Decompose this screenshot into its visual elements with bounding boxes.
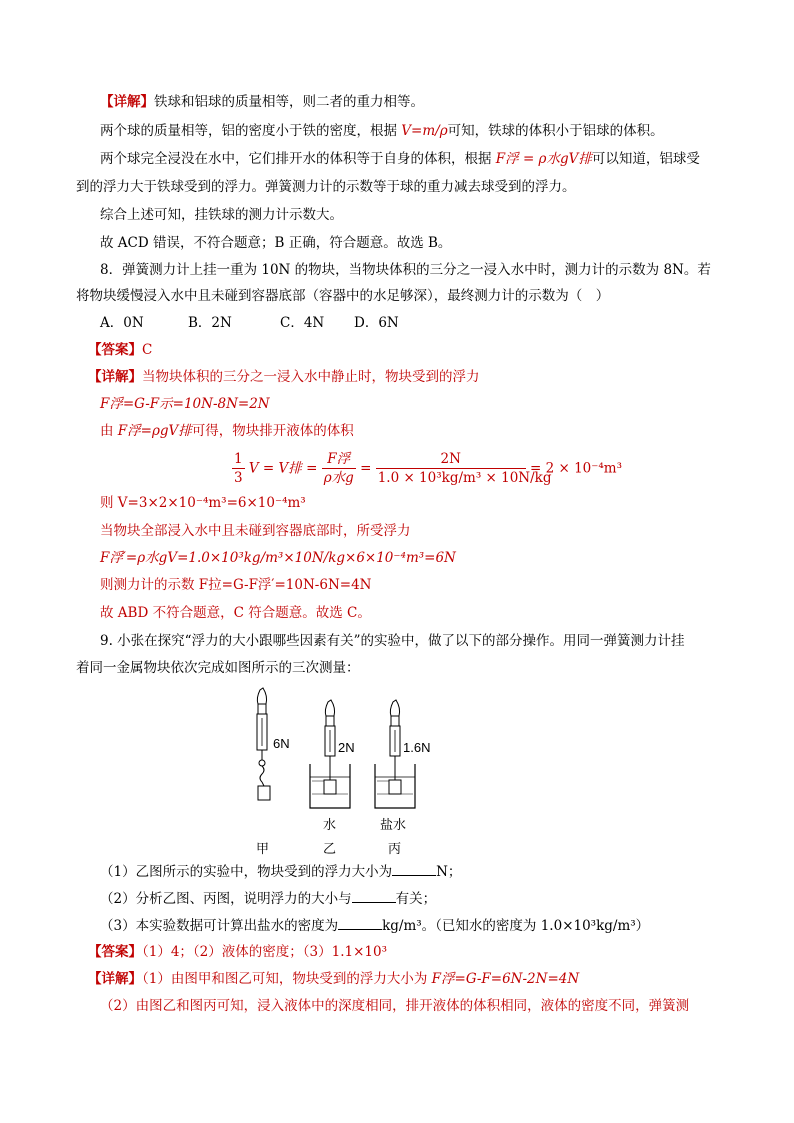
formula-line: F浮=G-F示=10N-8N=2N [100,396,270,412]
question-8-text: 8．弹簧测力计上挂一重为 10N 的物块，当物块体积的三分之一浸入水中时，测力计的示数为 8N。若 [100,262,711,278]
answer-value: （1）4；（2）液体的密度；（3）1.1×10³ [142,944,387,960]
detail-text: 铁球和铝球的质量相等，则二者的重力相等。 [154,94,424,110]
option-c: C．4N [280,315,325,331]
question-text: N； [436,864,462,880]
detail-tag: 【详解】 [100,94,154,110]
detail-line [100,421,354,441]
detail-line [88,367,480,387]
question-9-text: 着同一金属物块依次完成如图所示的三次测量： [76,660,360,676]
answer-value: C [142,342,153,358]
fraction-numeric: $\frac{2N}{\text{1.0 × 10³kg/m³ × 10N/kg}}$ [377,451,552,486]
answer-blank[interactable] [392,861,436,876]
question-text: （3）本实验数据可计算出盐水的密度为 [100,918,339,934]
detail-text: 可得，物块排开液体的体积 [191,423,354,439]
detail-line: 则测力计的示数 F拉=G-F浮′=10N-6N=4N [100,577,372,593]
volume-equation: $\frac{1}{3}$ V = V排 = $\frac{\text{F浮}}{\text{ρ水g}}$ = $\frac{2N}{\text{1.0 × 10³kg/m³ × 10N/kg}}$ = 2 × 10⁻⁴m³ [234,451,622,486]
detail-line: 当物块全部浸入水中且未碰到容器底部时，所受浮力 [100,523,411,539]
spring-scale-figure [240,684,460,854]
formula: F浮=G-F=6N-2N=4N [431,971,580,987]
detail-line: 故 ABD 不符合题意，C 符合题意。故选 C。 [100,605,371,621]
sub-question-3 [100,915,649,936]
liquid-water-label: 水 [323,817,337,832]
detail-line: 故 ACD 错误，不符合题意；B 正确，符合题意。故选 B。 [100,235,452,251]
answer-line [88,340,152,360]
question-8-text: 将物块缓慢浸入水中且未碰到容器底部（容器中的水足够深），最终测力计的示数为（ ） [76,288,610,304]
setup-jia [257,688,270,800]
detail-text: 由 [100,423,118,439]
reading-yi: 2N [338,740,355,755]
answer-line [88,942,387,962]
reading-bing: 1.6N [403,740,431,755]
option-b: B．2N [188,315,232,331]
question-text: kg/m³。（已知水的密度为 1.0×10³kg/m³） [382,918,650,934]
question-text: （1）乙图所示的实验中，物块受到的浮力大小为 [100,864,393,880]
formula: F浮=ρgV排 [117,423,192,439]
detail-text: 两个球的质量相等，铝的密度小于铁的密度，根据 [100,123,402,139]
option-a: A．0N [100,315,144,331]
equation-lhs: V = V排 = [248,460,318,477]
question-8-options [100,313,399,333]
detail-tag: 【详解】 [88,369,142,385]
caption-jia: 甲 [256,841,270,856]
detail-line [88,969,579,989]
detail-line: 则 V=3×2×10⁻⁴m³=6×10⁻⁴m³ [100,495,306,511]
detail-line [100,92,424,112]
detail-text: （1）由图甲和图乙可知，物块受到的浮力大小为 [142,971,432,987]
sub-question-1 [100,861,461,882]
caption-yi: 乙 [323,841,337,856]
detail-line: （2）由图乙和图丙可知，浸入液体中的深度相同，排开液体的体积相同，液体的密度不同，弹簧测 [100,998,690,1014]
question-text: （2）分析乙图、丙图，说明浮力的大小与 [100,891,352,907]
liquid-brine-label: 盐水 [380,817,407,832]
formula: F浮 = ρ水gV排 [495,151,592,167]
detail-line [100,121,664,141]
question-text: 有关； [395,891,437,907]
answer-tag: 【答案】 [88,944,142,960]
sub-question-2 [100,888,436,909]
answer-tag: 【答案】 [88,342,142,358]
reading-jia: 6N [273,736,290,751]
detail-text: 可知，铁球的体积小于铝球的体积。 [447,123,664,139]
formula: V=m/ρ [401,123,448,139]
detail-tag: 【详解】 [88,971,142,987]
caption-bing: 丙 [388,841,402,856]
formula-line: F浮′=ρ水gV=1.0×10³kg/m³×10N/kg×6×10⁻⁴m³=6N [100,550,456,566]
detail-line: 综合上述可知，挂铁球的测力计示数大。 [100,207,343,223]
equation-rhs: = 2 × 10⁻⁴m³ [529,460,622,477]
question-9-text: 9. 小张在探究“浮力的大小跟哪些因素有关”的实验中，做了以下的部分操作。用同一弹簧测力计挂 [100,633,685,649]
answer-blank[interactable] [352,888,396,903]
option-d: D．6N [354,315,399,331]
one-third-fraction: $\frac{1}{3}$ [234,451,243,486]
answer-blank[interactable] [338,915,382,930]
detail-line [100,149,700,169]
detail-text: 可以知道，铝球受 [591,151,700,167]
detail-line: 到的浮力大于铁球受到的浮力。弹簧测力计的示数等于球的重力减去球受到的浮力。 [76,179,576,195]
fraction-symbolic: $\frac{\text{F浮}}{\text{ρ水g}}$ [323,451,354,486]
detail-text: 当物块体积的三分之一浸入水中静止时，物块受到的浮力 [142,369,480,385]
detail-text: 两个球完全浸没在水中，它们排开水的体积等于自身的体积，根据 [100,151,496,167]
